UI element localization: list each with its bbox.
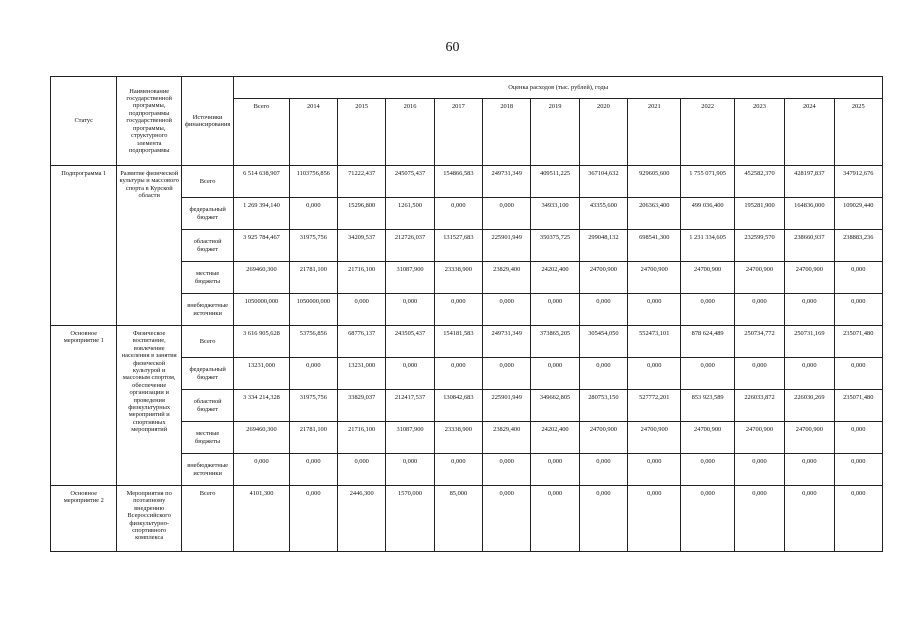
value-cell: 853 923,589 <box>681 390 734 422</box>
value-cell: 1103756,856 <box>289 166 337 198</box>
value-cell: 0,000 <box>386 294 434 326</box>
value-cell: 0,000 <box>579 454 627 486</box>
value-cell: 0,000 <box>579 486 627 552</box>
value-cell: 347912,676 <box>834 166 882 198</box>
value-cell: 0,000 <box>785 454 834 486</box>
value-cell: 4101,300 <box>234 486 289 552</box>
value-cell: 0,000 <box>681 294 734 326</box>
value-cell: 0,000 <box>628 454 681 486</box>
value-cell: 24700,900 <box>579 262 627 294</box>
value-cell: 0,000 <box>834 294 882 326</box>
source-cell: областной бюджет <box>181 230 233 262</box>
value-cell: 24700,900 <box>628 262 681 294</box>
table-row <box>51 326 883 358</box>
value-cell: 195281,900 <box>734 198 784 230</box>
value-cell: 0,000 <box>234 454 289 486</box>
value-cell: 878 624,489 <box>681 326 734 358</box>
value-cell: 0,000 <box>785 294 834 326</box>
value-cell: 13231,000 <box>338 358 386 390</box>
value-cell: 0,000 <box>834 358 882 390</box>
value-cell: 1 755 071,905 <box>681 166 734 198</box>
value-cell: 0,000 <box>681 358 734 390</box>
value-cell: 34209,537 <box>338 230 386 262</box>
value-cell: 0,000 <box>785 486 834 552</box>
value-cell: 23829,400 <box>483 422 531 454</box>
value-cell: 0,000 <box>579 294 627 326</box>
value-cell: 43355,600 <box>579 198 627 230</box>
value-cell: 1261,500 <box>386 198 434 230</box>
value-cell: 243505,437 <box>386 326 434 358</box>
value-cell: 0,000 <box>834 486 882 552</box>
header-year: 2016 <box>386 99 434 166</box>
value-cell: 6 514 638,907 <box>234 166 289 198</box>
value-cell: 0,000 <box>338 294 386 326</box>
value-cell: 24700,900 <box>681 262 734 294</box>
value-cell: 0,000 <box>483 486 531 552</box>
value-cell: 0,000 <box>289 358 337 390</box>
value-cell: 0,000 <box>628 294 681 326</box>
value-cell: 0,000 <box>386 358 434 390</box>
source-cell: внебюджетные источники <box>181 454 233 486</box>
value-cell: 0,000 <box>734 358 784 390</box>
value-cell: 23338,900 <box>434 422 482 454</box>
header-year: 2014 <box>289 99 337 166</box>
value-cell: 34933,100 <box>531 198 579 230</box>
value-cell: 0,000 <box>834 262 882 294</box>
value-cell: 1 231 334,605 <box>681 230 734 262</box>
value-cell: 0,000 <box>531 358 579 390</box>
value-cell: 33829,037 <box>338 390 386 422</box>
value-cell: 0,000 <box>289 198 337 230</box>
value-cell: 0,000 <box>834 422 882 454</box>
value-cell: 225901,949 <box>483 230 531 262</box>
program-name-cell: Мероприятия по поэтапному внедрению Всероссийского физкультурно-спортивного комплекса <box>117 486 181 552</box>
value-cell: 31975,756 <box>289 230 337 262</box>
value-cell: 3 616 905,628 <box>234 326 289 358</box>
value-cell: 0,000 <box>734 454 784 486</box>
value-cell: 206363,400 <box>628 198 681 230</box>
value-cell: 350375,725 <box>531 230 579 262</box>
value-cell: 527772,201 <box>628 390 681 422</box>
value-cell: 452582,370 <box>734 166 784 198</box>
expense-table <box>50 76 883 552</box>
value-cell: 31087,900 <box>386 262 434 294</box>
header-year: 2015 <box>338 99 386 166</box>
value-cell: 23829,400 <box>483 262 531 294</box>
header-year: Всего <box>234 99 289 166</box>
value-cell: 21716,100 <box>338 422 386 454</box>
value-cell: 0,000 <box>531 486 579 552</box>
value-cell: 13231,000 <box>234 358 289 390</box>
value-cell: 131527,683 <box>434 230 482 262</box>
value-cell: 552473,101 <box>628 326 681 358</box>
source-cell: местные бюджеты <box>181 262 233 294</box>
value-cell: 24700,900 <box>681 422 734 454</box>
value-cell: 109029,440 <box>834 198 882 230</box>
value-cell: 698541,300 <box>628 230 681 262</box>
value-cell: 0,000 <box>434 358 482 390</box>
value-cell: 24700,900 <box>579 422 627 454</box>
value-cell: 1050000,000 <box>234 294 289 326</box>
value-cell: 0,000 <box>434 198 482 230</box>
value-cell: 0,000 <box>531 454 579 486</box>
header-status: Статус <box>51 77 117 166</box>
value-cell: 0,000 <box>628 358 681 390</box>
value-cell: 0,000 <box>628 486 681 552</box>
source-cell: Всего <box>181 166 233 198</box>
value-cell: 249731,349 <box>483 326 531 358</box>
value-cell: 0,000 <box>483 454 531 486</box>
header-estimate: Оценка расходов (тыс. рублей), годы <box>234 77 883 99</box>
value-cell: 0,000 <box>338 454 386 486</box>
header-year: 2019 <box>531 99 579 166</box>
value-cell: 24700,900 <box>734 262 784 294</box>
source-cell: федеральный бюджет <box>181 198 233 230</box>
value-cell: 349662,805 <box>531 390 579 422</box>
value-cell: 1570,000 <box>386 486 434 552</box>
value-cell: 0,000 <box>531 294 579 326</box>
status-cell: Основное мероприятие 2 <box>51 486 117 552</box>
value-cell: 71222,437 <box>338 166 386 198</box>
value-cell: 24700,900 <box>734 422 784 454</box>
value-cell: 235071,480 <box>834 326 882 358</box>
value-cell: 250734,772 <box>734 326 784 358</box>
value-cell: 269460,300 <box>234 262 289 294</box>
value-cell: 226033,872 <box>734 390 784 422</box>
value-cell: 238660,937 <box>785 230 834 262</box>
value-cell: 15296,800 <box>338 198 386 230</box>
source-cell: областной бюджет <box>181 390 233 422</box>
header-year: 2020 <box>579 99 627 166</box>
value-cell: 428197,837 <box>785 166 834 198</box>
value-cell: 250731,169 <box>785 326 834 358</box>
value-cell: 154866,583 <box>434 166 482 198</box>
program-name-cell: Физическое воспитание, вовлечение населения в занятия физической культурой и массовым спортом, обеспечение организации и проведения физкультурных мероприятий и спортивных мероприятий <box>117 326 181 486</box>
value-cell: 23338,900 <box>434 262 482 294</box>
value-cell: 0,000 <box>434 294 482 326</box>
table-row <box>51 486 883 552</box>
value-cell: 24700,900 <box>785 422 834 454</box>
value-cell: 373865,205 <box>531 326 579 358</box>
header-name: Наименование государственной программы, подпрограммы государственной программы, структурного элемента подпрограммы <box>117 77 181 166</box>
value-cell: 0,000 <box>483 198 531 230</box>
source-cell: Всего <box>181 486 233 552</box>
value-cell: 245075,437 <box>386 166 434 198</box>
source-cell: внебюджетные источники <box>181 294 233 326</box>
value-cell: 24700,900 <box>785 262 834 294</box>
value-cell: 299048,132 <box>579 230 627 262</box>
value-cell: 235071,480 <box>834 390 882 422</box>
value-cell: 212726,037 <box>386 230 434 262</box>
value-cell: 0,000 <box>289 486 337 552</box>
page-number: 60 <box>445 40 460 55</box>
value-cell: 269460,300 <box>234 422 289 454</box>
source-cell: Всего <box>181 326 233 358</box>
value-cell: 164836,000 <box>785 198 834 230</box>
value-cell: 31975,756 <box>289 390 337 422</box>
value-cell: 0,000 <box>434 454 482 486</box>
value-cell: 3 334 214,328 <box>234 390 289 422</box>
value-cell: 499 036,400 <box>681 198 734 230</box>
value-cell: 68776,137 <box>338 326 386 358</box>
value-cell: 225901,949 <box>483 390 531 422</box>
value-cell: 31087,900 <box>386 422 434 454</box>
value-cell: 0,000 <box>483 358 531 390</box>
value-cell: 0,000 <box>734 486 784 552</box>
value-cell: 367104,632 <box>579 166 627 198</box>
value-cell: 1050000,000 <box>289 294 337 326</box>
header-year: 2023 <box>734 99 784 166</box>
header-year: 2025 <box>834 99 882 166</box>
value-cell: 0,000 <box>483 294 531 326</box>
table-row <box>51 166 883 198</box>
value-cell: 53756,856 <box>289 326 337 358</box>
value-cell: 929605,600 <box>628 166 681 198</box>
value-cell: 0,000 <box>681 454 734 486</box>
value-cell: 21716,100 <box>338 262 386 294</box>
source-cell: местные бюджеты <box>181 422 233 454</box>
value-cell: 0,000 <box>834 454 882 486</box>
value-cell: 85,000 <box>434 486 482 552</box>
value-cell: 0,000 <box>681 486 734 552</box>
value-cell: 0,000 <box>289 454 337 486</box>
value-cell: 154181,583 <box>434 326 482 358</box>
value-cell: 21781,100 <box>289 262 337 294</box>
value-cell: 24700,900 <box>628 422 681 454</box>
value-cell: 249731,349 <box>483 166 531 198</box>
value-cell: 409511,225 <box>531 166 579 198</box>
value-cell: 212417,537 <box>386 390 434 422</box>
status-cell: Основное мероприятие 1 <box>51 326 117 486</box>
header-year: 2022 <box>681 99 734 166</box>
value-cell: 0,000 <box>386 454 434 486</box>
value-cell: 3 925 784,467 <box>234 230 289 262</box>
status-cell: Подпрограмма 1 <box>51 166 117 326</box>
value-cell: 0,000 <box>734 294 784 326</box>
value-cell: 232599,570 <box>734 230 784 262</box>
value-cell: 24202,400 <box>531 422 579 454</box>
value-cell: 24202,400 <box>531 262 579 294</box>
source-cell: федеральный бюджет <box>181 358 233 390</box>
header-source: Источники финансирования <box>181 77 233 166</box>
value-cell: 1 269 394,140 <box>234 198 289 230</box>
header-year: 2024 <box>785 99 834 166</box>
value-cell: 2446,300 <box>338 486 386 552</box>
value-cell: 0,000 <box>579 358 627 390</box>
header-year: 2018 <box>483 99 531 166</box>
value-cell: 280753,150 <box>579 390 627 422</box>
header-year: 2017 <box>434 99 482 166</box>
value-cell: 0,000 <box>785 358 834 390</box>
program-name-cell: Развитие физической культуры и массового спорта в Курской области <box>117 166 181 326</box>
value-cell: 21781,100 <box>289 422 337 454</box>
value-cell: 130842,683 <box>434 390 482 422</box>
header-year: 2021 <box>628 99 681 166</box>
value-cell: 305454,050 <box>579 326 627 358</box>
value-cell: 226030,269 <box>785 390 834 422</box>
value-cell: 238883,236 <box>834 230 882 262</box>
